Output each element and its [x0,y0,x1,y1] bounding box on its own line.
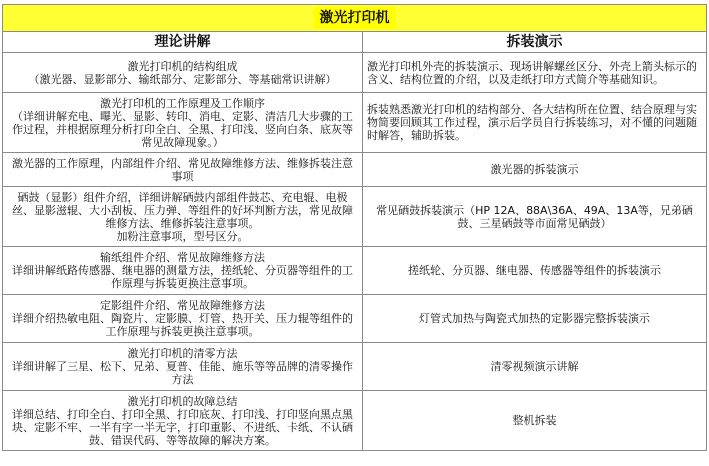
theory-cell: 激光打印机的结构组成 （激光器、显影部分、输纸部分、定影部分、等基础常识讲解） [3,53,363,93]
table-title-cell [3,5,707,32]
table-row [3,343,707,391]
demo-cell: 搓纸轮、分页器、继电器、传感器等组件的拆装演示 [363,247,707,295]
table-row [3,187,707,247]
demo-cell: 整机拆装 [363,391,707,451]
demo-cell: 激光器的拆装演示 [363,153,707,187]
theory-cell: 激光打印机的清零方法 详细讲解了三星、松下、兄弟、夏普、佳能、施乐等等品牌的清零操作方法 [3,343,363,391]
demo-cell: 灯管式加热与陶瓷式加热的定影器完整拆装演示 [363,295,707,343]
table-row [3,391,707,451]
demo-cell: 激光打印机外壳的拆装演示、现场讲解螺丝区分、外壳上箭头标示的含义、结构位置的介绍，以及走纸打印方式简介等基础知识。 [363,53,707,93]
title-row [3,5,707,32]
demo-cell: 常见硒鼓拆装演示（HP 12A、88A\36A、49A、13A等，兄弟硒鼓、三星硒鼓等市面常见硒鼓） [363,187,707,247]
course-table [2,4,707,451]
table-row [3,53,707,93]
table-title: 激光打印机 [314,7,396,29]
theory-cell: 硒鼓（显影）组件介绍，详细讲解硒鼓内部组件鼓芯、充电辊、电极丝、显影滋辊、大小刮板、压力弹、等组件的好坏判断方法，常见故障维修方法、维修拆装注意事项。 加粉注意事项，型号区分。 [3,187,363,247]
demo-cell: 清零视频演示讲解 [363,343,707,391]
table-row [3,93,707,153]
table-row [3,153,707,187]
header-demo: 拆装演示 [363,32,707,53]
table-row [3,247,707,295]
theory-cell: 激光打印机的故障总结 详细总结、打印全白、打印全黑、打印底灰、打印浅、打印竖向黑点黑块、定影不牢、一半有字一半无字，打印重影、不进纸、卡纸、不认硒鼓、错误代码、等等故障的解决方案。 [3,391,363,451]
theory-cell: 定影组件介绍、常见故障维修方法 详细介绍热敏电阻、陶瓷片、定影膜、灯管、热开关、压力辊等组件的工作原理与拆装更换注意事项。 [3,295,363,343]
theory-cell: 激光器的工作原理，内部组件介绍、常见故障维修方法、维修拆装注意事项 [3,153,363,187]
header-theory: 理论讲解 [3,32,363,53]
demo-cell: 拆装熟悉激光打印机的结构部分、各大结构所在位置、结合原理与实物简要回顾其工作过程，演示后学员自行拆装练习，对不懂的问题随时解答，辅助拆装。 [363,93,707,153]
table-row [3,295,707,343]
header-row [3,32,707,53]
theory-cell: 激光打印机的工作原理及工作顺序 （详细讲解充电、曝光、显影、转印、消电、定影、清洁几大步骤的工作过程，并根据原理分析打印全白、全黑、打印浅、竖向白条、底灰等常见故障现象。） [3,93,363,153]
theory-cell: 输纸组件介绍、常见故障维修方法 详细讲解纸路传感器、继电器的测量方法，搓纸轮、分页器等组件的工作原理与拆装更换注意事项。 [3,247,363,295]
